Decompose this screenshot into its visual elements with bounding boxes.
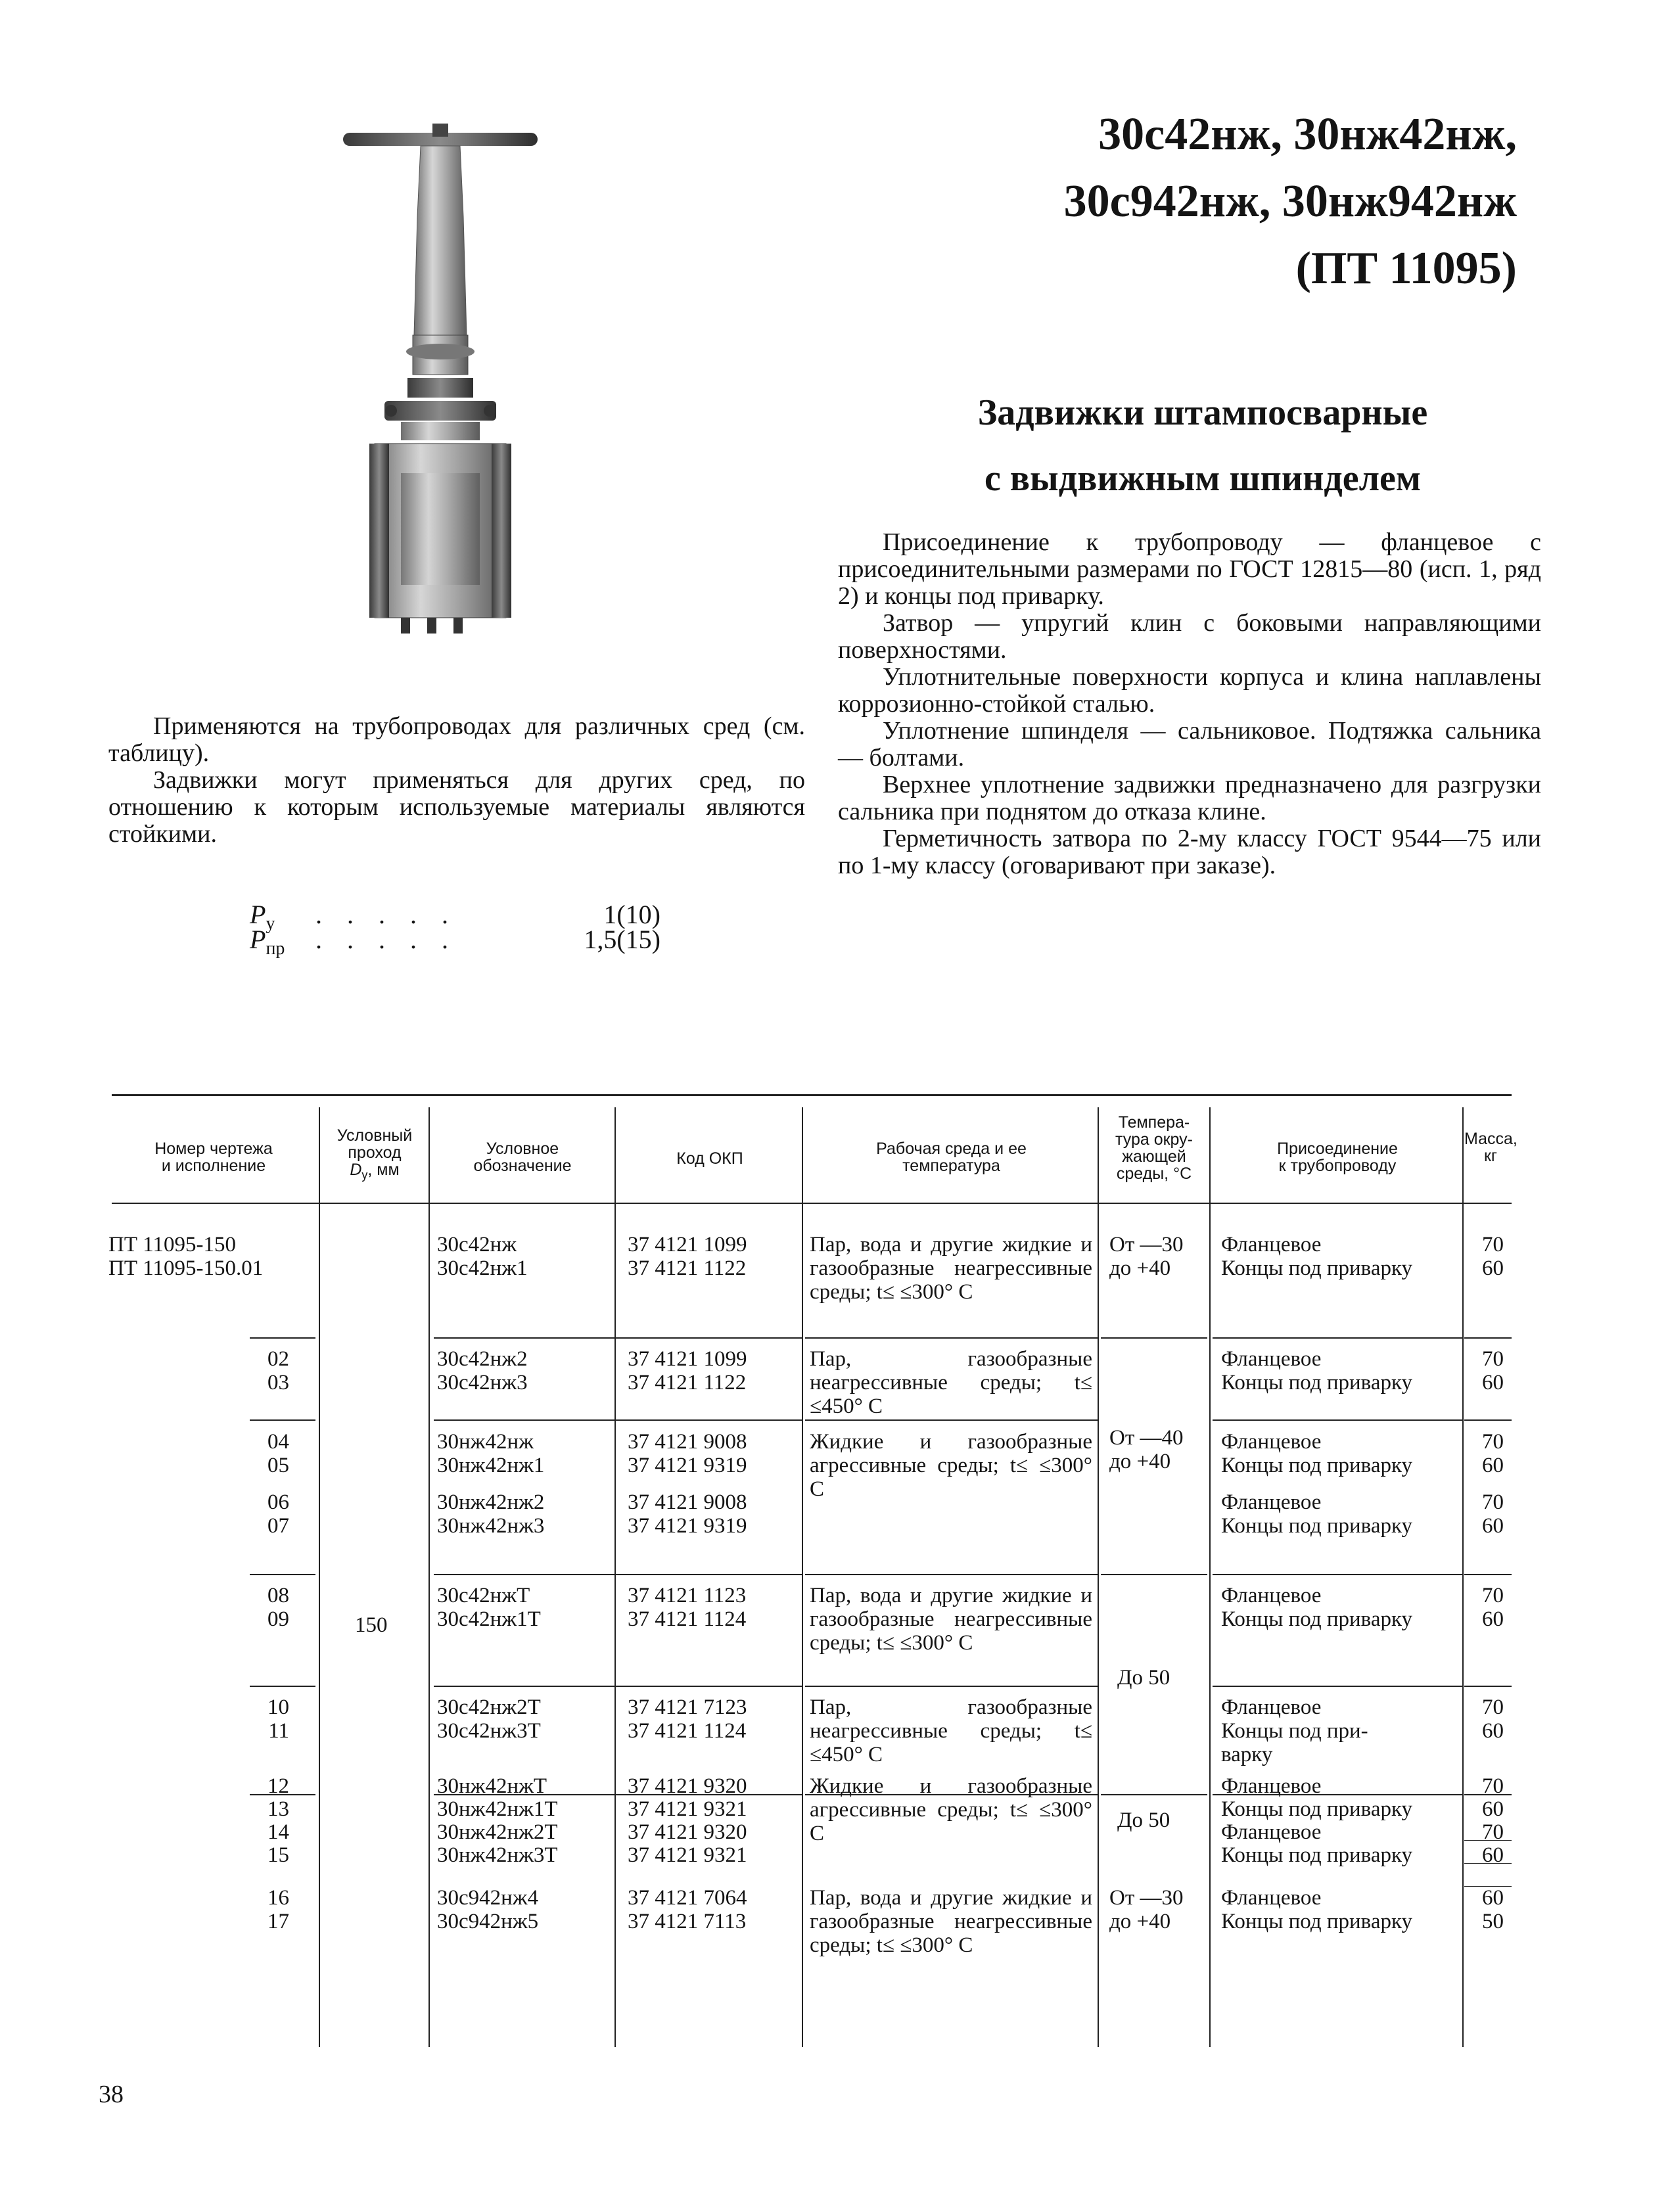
designation-17: 30с942нж5 (437, 1910, 539, 1933)
col-rule-6 (1209, 1107, 1211, 2047)
temp-group-4: До 50 (1117, 1809, 1170, 1832)
temp-group-2a: От —40 (1109, 1426, 1184, 1450)
connection-r2: Концы под приварку (1221, 1256, 1413, 1280)
designation-15: 30нж42нж3Т (437, 1843, 558, 1867)
okp-r2: 37 4121 1122 (628, 1256, 747, 1280)
drawing-09: 09 (267, 1607, 289, 1631)
mass-10: 70 (1482, 1695, 1504, 1719)
drawing-13: 13 (267, 1797, 289, 1821)
okp-16: 37 4121 7064 (628, 1886, 747, 1910)
product-name-line2: с выдвижным шпинделем (984, 458, 1422, 499)
header-drawing: Номер чертежа и исполнение (154, 1140, 273, 1175)
okp-10: 37 4121 7123 (628, 1695, 747, 1719)
description-tightness: Герметичность затвора по 2-му классу ГОСТ 9544—75 или по 1-му классу (оговаривают при заказе). (838, 825, 1541, 879)
title-standard: (ПТ 11095) (1295, 243, 1517, 294)
sep-temp-5 (1101, 1794, 1207, 1795)
temp-group-3: До 50 (1117, 1666, 1170, 1690)
designation-16: 30с942нж4 (437, 1886, 539, 1910)
mass-r2: 60 (1482, 1256, 1504, 1280)
medium-group-6: Жидкие и газообразные агрессивные среды; t≤ ≤300° С (810, 1774, 1092, 1845)
connection-08: Фланцевое (1221, 1584, 1322, 1607)
okp-13: 37 4121 9321 (628, 1797, 747, 1821)
mass-17: 50 (1482, 1910, 1504, 1933)
okp-12: 37 4121 9320 (628, 1774, 747, 1798)
okp-14: 37 4121 9320 (628, 1820, 747, 1844)
mass-04: 70 (1482, 1430, 1504, 1454)
temp-group-5a: От —30 (1109, 1886, 1184, 1910)
mass-06: 70 (1482, 1490, 1504, 1514)
sep-mass-3 (1464, 1574, 1512, 1575)
sep-drawing-1 (250, 1337, 315, 1339)
connection-13: Концы под приварку (1221, 1797, 1413, 1821)
connection-14: Фланцевое (1221, 1820, 1322, 1844)
product-name-line1: Задвижки штампосварные (977, 392, 1428, 433)
designation-12: 30нж42нжТ (437, 1774, 547, 1798)
header-medium: Рабочая среда и ее температура (876, 1140, 1027, 1175)
designation-11: 30с42нж3Т (437, 1719, 541, 1743)
mass-11: 60 (1482, 1719, 1504, 1743)
col-rule-2 (429, 1107, 430, 2047)
col-rule-5 (1098, 1107, 1099, 2047)
connection-12: Фланцевое (1221, 1774, 1322, 1798)
header-mass: Масса, кг (1464, 1130, 1517, 1165)
pressure-ppr-row: $P_{пр}$ . . . . . 1,5(15) (250, 925, 660, 954)
sep-mid-4 (434, 1686, 802, 1687)
table-header-rule (112, 1203, 1512, 1204)
mass-15: 60 (1482, 1843, 1504, 1867)
description-text (838, 529, 1541, 879)
connection-15: Концы под приварку (1221, 1843, 1413, 1867)
sep-conn-1 (1213, 1337, 1462, 1339)
drawing-03: 03 (267, 1371, 289, 1394)
mass-03: 60 (1482, 1371, 1504, 1394)
mass-14: 70 (1482, 1820, 1504, 1844)
header-dn: Условный проход $D_у$, мм (336, 1126, 413, 1182)
drawing-r2: ПТ 11095-150.01 (108, 1256, 264, 1280)
sep-medium-1 (805, 1337, 1098, 1339)
description-connection: Присоединение к трубопроводу — фланцевое с присоединительными размерами по ГОСТ 12815—80 (исп. 1, ряд 2) и концы под приварку. (838, 528, 1541, 610)
mass-13: 60 (1482, 1797, 1504, 1821)
designation-10: 30с42нж2Т (437, 1695, 541, 1719)
title-models-line2: 30с942нж, 30нж942нж (1063, 176, 1517, 227)
description-spindle-seal: Уплотнение шпинделя — сальниковое. Подтяжка сальника — болтами. (838, 717, 1541, 772)
drawing-r1: ПТ 11095-150 (108, 1233, 237, 1256)
drawing-15: 15 (267, 1843, 289, 1867)
temp-group-5b: до +40 (1109, 1910, 1171, 1933)
okp-05: 37 4121 9319 (628, 1454, 747, 1477)
connection-17: Концы под приварку (1221, 1910, 1413, 1933)
sep-mass-2 (1464, 1419, 1512, 1421)
connection-r1: Фланцевое (1221, 1233, 1322, 1256)
drawing-11: 11 (268, 1719, 289, 1743)
drawing-02: 02 (267, 1347, 289, 1371)
description-top-seal: Верхнее уплотнение задвижки предназначено для разгрузки сальника при поднятом до отказа клине. (838, 771, 1541, 825)
table-top-rule (112, 1094, 1512, 1096)
drawing-17: 17 (267, 1910, 289, 1933)
connection-06: Фланцевое (1221, 1490, 1322, 1514)
okp-06: 37 4121 9008 (628, 1490, 747, 1514)
sep-conn-2 (1213, 1419, 1462, 1421)
application-p1: Применяются на трубопроводах для различных сред (см. таблицу). (108, 712, 805, 767)
page-number: 38 (99, 2081, 124, 2108)
okp-r1: 37 4121 1099 (628, 1233, 747, 1256)
designation-r2: 30с42нж1 (437, 1256, 528, 1280)
okp-03: 37 4121 1122 (628, 1371, 747, 1394)
col-rule-3 (614, 1107, 616, 2047)
application-text (108, 713, 805, 848)
drawing-04: 04 (267, 1430, 289, 1454)
sep-drawing-4 (250, 1686, 315, 1687)
header-designation: Условное обозначение (473, 1140, 572, 1175)
temp-group-2b: до +40 (1109, 1450, 1171, 1473)
title-models-line1: 30с42нж, 30нж42нж, (1098, 109, 1517, 160)
drawing-16: 16 (267, 1886, 289, 1910)
handwheel-icon (343, 124, 538, 146)
drawing-06: 06 (267, 1490, 289, 1514)
connection-11a: Концы под при- (1221, 1719, 1368, 1743)
mass-09: 60 (1482, 1607, 1504, 1631)
pressure-ppr-value: 1,5(15) (584, 925, 660, 954)
pressure-ppr-label: $P_{пр}$ (250, 925, 285, 959)
dn-value: 150 (355, 1613, 388, 1637)
drawing-12: 12 (267, 1774, 289, 1798)
col-rule-1 (319, 1107, 320, 2047)
designation-r1: 30с42нж (437, 1233, 517, 1256)
sep-mid-3 (434, 1574, 802, 1575)
drawing-10: 10 (267, 1695, 289, 1719)
sep-medium-3 (805, 1574, 1098, 1575)
okp-09: 37 4121 1124 (628, 1607, 747, 1631)
mass-12: 70 (1482, 1774, 1504, 1798)
connection-03: Концы под приварку (1221, 1371, 1413, 1394)
okp-15: 37 4121 9321 (628, 1843, 747, 1867)
sep-mid-2 (434, 1419, 802, 1421)
application-p2: Задвижки могут применяться для других сред, по отношению к которым используемые материалы являются стойкими. (108, 766, 805, 848)
designation-09: 30с42нж1Т (437, 1607, 541, 1631)
header-okp: Код ОКП (676, 1149, 743, 1168)
col-rule-4 (802, 1107, 803, 2047)
sep-drawing-3 (250, 1574, 315, 1575)
sep-conn-4 (1213, 1686, 1462, 1687)
connection-11b: варку (1221, 1743, 1273, 1766)
description-sealing-surfaces: Уплотнительные поверхности корпуса и клина наплавлены коррозионно-стойкой сталью. (838, 663, 1541, 718)
sep-drawing-2 (250, 1419, 315, 1421)
header-connection: Присоединение к трубопроводу (1277, 1140, 1398, 1175)
gate-valve-photo (329, 118, 552, 664)
medium-group-2: Пар, газообразные неагрессивные среды; t≤ ≤450° С (810, 1347, 1092, 1418)
designation-13: 30нж42нж1Т (437, 1797, 558, 1821)
description-gate: Затвор — упругий клин с боковыми направляющими поверхностями. (838, 609, 1541, 664)
connection-09: Концы под приварку (1221, 1607, 1413, 1631)
drawing-08: 08 (267, 1584, 289, 1607)
designation-03: 30с42нж3 (437, 1371, 528, 1394)
sep-conn-3 (1213, 1574, 1462, 1575)
drawing-05: 05 (267, 1454, 289, 1477)
connection-16: Фланцевое (1221, 1886, 1322, 1910)
pressure-py-value: 1(10) (603, 900, 660, 929)
designation-02: 30с42нж2 (437, 1347, 528, 1371)
medium-group-7: Пар, вода и другие жидкие и газообразные неагрессивные среды; t≤ ≤300° С (810, 1886, 1092, 1957)
connection-05: Концы под приварку (1221, 1454, 1413, 1477)
medium-group-3: Жидкие и газообразные агрессивные среды; t≤ ≤300° С (810, 1430, 1092, 1501)
designation-04: 30нж42нж (437, 1430, 534, 1454)
designation-07: 30нж42нж3 (437, 1514, 545, 1538)
medium-group-1: Пар, вода и другие жидкие и газообразные неагрессивные среды; t≤ ≤300° С (810, 1233, 1092, 1304)
sep-mass-1 (1464, 1337, 1512, 1339)
sep-temp-3 (1101, 1574, 1207, 1575)
col-rule-7 (1462, 1107, 1464, 2047)
connection-02: Фланцевое (1221, 1347, 1322, 1371)
designation-06: 30нж42нж2 (437, 1490, 545, 1514)
header-temp: Темпера- тура окру- жающей среды, °С (1115, 1113, 1193, 1183)
connection-04: Фланцевое (1221, 1430, 1322, 1454)
mass-08: 70 (1482, 1584, 1504, 1607)
okp-11: 37 4121 1124 (628, 1719, 747, 1743)
drawing-14: 14 (267, 1820, 289, 1844)
connection-10: Фланцевое (1221, 1695, 1322, 1719)
designation-05: 30нж42нж1 (437, 1454, 545, 1477)
designation-14: 30нж42нж2Т (437, 1820, 558, 1844)
medium-group-5: Пар, газообразные неагрессивные среды; t≤ ≤450° С (810, 1695, 1092, 1766)
mass-02: 70 (1482, 1347, 1504, 1371)
okp-17: 37 4121 7113 (628, 1910, 747, 1933)
sep-temp-1 (1101, 1337, 1207, 1339)
sep-mass-4 (1464, 1686, 1512, 1687)
pressure-py-label: $P_у$ (250, 900, 275, 934)
mass-07: 60 (1482, 1514, 1504, 1538)
sep-medium-2 (805, 1419, 1098, 1421)
mass-16: 60 (1482, 1886, 1504, 1910)
temp-group-1b: до +40 (1109, 1256, 1171, 1280)
sep-mid-1 (434, 1337, 802, 1339)
connection-07: Концы под приварку (1221, 1514, 1413, 1538)
okp-04: 37 4121 9008 (628, 1430, 747, 1454)
medium-group-4: Пар, вода и другие жидкие и газообразные неагрессивные среды; t≤ ≤300° С (810, 1584, 1092, 1655)
mass-05: 60 (1482, 1454, 1504, 1477)
okp-02: 37 4121 1099 (628, 1347, 747, 1371)
designation-08: 30с42нжТ (437, 1584, 530, 1607)
mass-r1: 70 (1482, 1233, 1504, 1256)
sep-medium-4 (805, 1686, 1098, 1687)
pressure-py-row: $P_у$ . . . . . 1(10) (250, 900, 660, 929)
okp-07: 37 4121 9319 (628, 1514, 747, 1538)
okp-08: 37 4121 1123 (628, 1584, 747, 1607)
drawing-07: 07 (267, 1514, 289, 1538)
temp-group-1a: От —30 (1109, 1233, 1184, 1256)
